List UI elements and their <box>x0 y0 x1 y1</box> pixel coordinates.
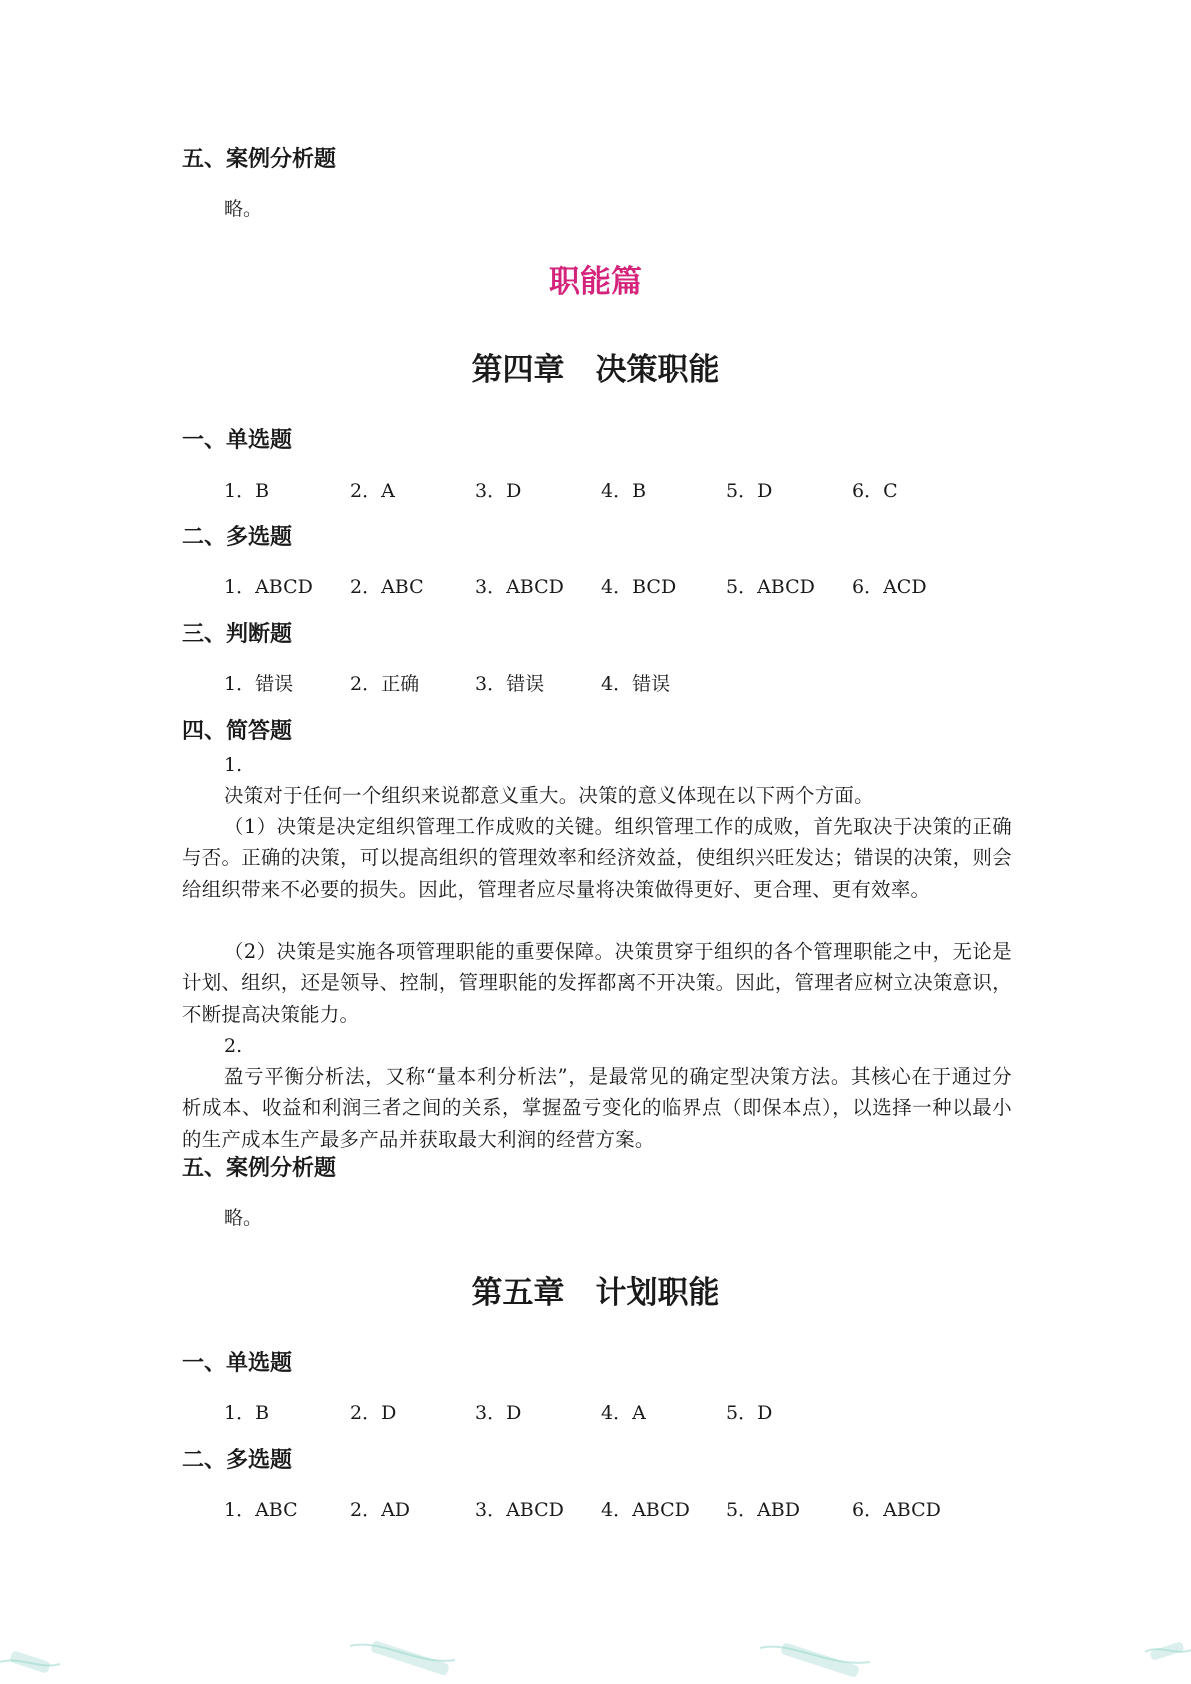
answer-item: 3．ABCD <box>475 576 564 598</box>
answer-item: 1．ABCD <box>224 576 313 598</box>
answer-item: 2．ABC <box>350 576 424 598</box>
watermark-block <box>780 1642 860 1678</box>
answer-item: 4．B <box>601 480 647 502</box>
answer-item: 3．ABCD <box>475 1499 564 1521</box>
answer-paragraph-q2: 盈亏平衡分析法，又称“量本利分析法”，是最常见的确定型决策方法。其核心在于通过分析成本、收益和利润三者之间的关系，掌握盈亏变化的临界点（即保本点），以选择一种以最小的生产成本生产最多产品并获取最大利润的经营方案。 <box>182 1065 1012 1151</box>
section-heading-true-false: 三、判断题 <box>182 622 293 647</box>
answer-item: 4．BCD <box>601 576 677 598</box>
section-heading-single-choice: 一、单选题 <box>182 428 293 453</box>
answer-item: 6．ACD <box>852 576 927 598</box>
question-number-1: 1. <box>224 754 243 776</box>
part-title: 职能篇 <box>549 264 642 300</box>
answer-item: 2．A <box>350 480 395 502</box>
chapter-4-title: 第四章 决策职能 <box>471 352 720 388</box>
footer-watermark-decoration <box>0 1626 1191 1684</box>
answer-item: 1．B <box>224 480 270 502</box>
chapter-5-title: 第五章 计划职能 <box>471 1275 720 1311</box>
answer-item: 5．D <box>726 1402 773 1424</box>
section-heading-multiple-choice: 二、多选题 <box>182 1448 293 1473</box>
answer-item: 1．错误 <box>224 673 294 695</box>
answer-item: 4．ABCD <box>601 1499 690 1521</box>
answer-item: 2．正确 <box>350 673 420 695</box>
answer-item: 5．ABD <box>726 1499 801 1521</box>
answer-item: 4．错误 <box>601 673 671 695</box>
answer-item: 2．AD <box>350 1499 411 1521</box>
answer-paragraph-intro: 决策对于任何一个组织来说都意义重大。决策的意义体现在以下两个方面。 <box>224 784 874 807</box>
answer-item: 3．D <box>475 480 522 502</box>
answer-item: 5．D <box>726 480 773 502</box>
case-answer: 略。 <box>224 1207 263 1229</box>
answer-item: 1．B <box>224 1402 270 1424</box>
section-heading-case-analysis: 五、案例分析题 <box>182 147 337 172</box>
answer-item: 4．A <box>601 1402 646 1424</box>
section-heading-short-answer: 四、简答题 <box>182 719 293 744</box>
watermark-block <box>370 1640 450 1676</box>
section-heading-multiple-choice: 二、多选题 <box>182 525 293 550</box>
answer-item: 1．ABC <box>224 1499 298 1521</box>
answer-item: 3．D <box>475 1402 522 1424</box>
case-answer: 略。 <box>224 198 263 220</box>
answer-item: 2．D <box>350 1402 397 1424</box>
section-heading-single-choice: 一、单选题 <box>182 1351 293 1376</box>
watermark-block <box>9 1650 51 1674</box>
answer-item: 6．C <box>852 480 898 502</box>
answer-item: 5．ABCD <box>726 576 815 598</box>
answer-paragraph-point-2: （2）决策是实施各项管理职能的重要保障。决策贯穿于组织的各个管理职能之中，无论是计划、组织，还是领导、控制，管理职能的发挥都离不开决策。因此，管理者应树立决策意识，不断提高决策能力。 <box>182 940 1012 1026</box>
answer-item: 3．错误 <box>475 673 545 695</box>
section-heading-case-analysis: 五、案例分析题 <box>182 1156 337 1181</box>
watermark-block <box>1149 1641 1184 1661</box>
answer-paragraph-point-1: （1）决策是决定组织管理工作成败的关键。组织管理工作的成败，首先取决于决策的正确与否。正确的决策，可以提高组织的管理效率和经济效益，使组织兴旺发达；错误的决策，则会给组织带来不必要的损失。因此，管理者应尽量将决策做得更好、更合理、更有效率。 <box>182 815 1012 901</box>
answer-item: 6．ABCD <box>852 1499 941 1521</box>
question-number-2: 2. <box>224 1035 243 1057</box>
